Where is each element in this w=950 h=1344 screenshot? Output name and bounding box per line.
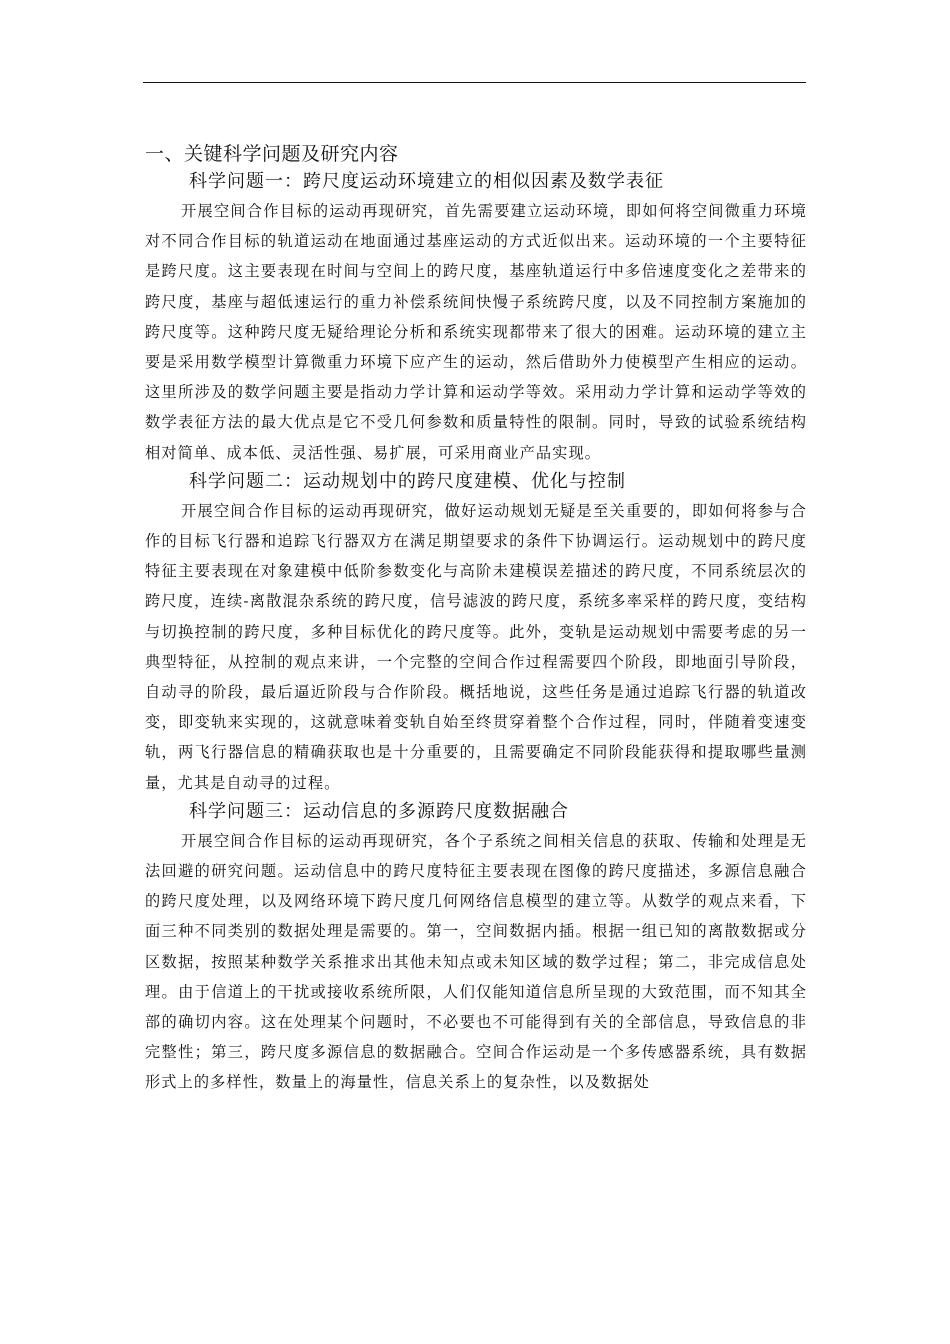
header-rule [143, 82, 806, 83]
section-title: 一、关键科学问题及研究内容 [145, 143, 399, 165]
problem-3-paragraph: 开展空间合作目标的运动再现研究，各个子系统之间相关信息的获取、传输和处理是无法回避的研究问题。运动信息中的跨尺度特征主要表现在图像的跨尺度描述，多源信息融合的跨尺度处理，以及网络环境下跨尺度几何网络信息模型的建立等。从数学的观点来看，下面三种不同类别的数据处理是需要的。第一，空间数据内插。根据一组已知的离散数据或分区数据，按照某种数学关系推求出其他未知点或未知区域的数学过程；第二，非完成信息处理。由于信道上的干扰或接收系统所限，人们仅能知道信息所呈现的大致范围，而不知其全部的确切内容。这在处理某个问题时，不必要也不可能得到有关的全部信息，导致信息的非完整性；第三，跨尺度多源信息的数据融合。空间合作运动是一个多传感器系统，具有数据形式上的多样性，数量上的海量性，信息关系上的复杂性，以及数据处 [145, 831, 807, 1092]
problem-2-paragraph: 开展空间合作目标的运动再现研究，做好运动规划无疑是至关重要的，即如何将参与合作的目标飞行器和追踪飞行器双方在满足期望要求的条件下协调运行。运动规划中的跨尺度特征主要表现在对象建模中低阶参数变化与高阶未建模误差描述的跨尺度，不同系统层次的跨尺度，连续-离散混杂系统的跨尺度，信号滤波的跨尺度，系统多率采样的跨尺度，变结构与切换控制的跨尺度，多种目标优化的跨尺度等。此外，变轨是运动规划中需要考虑的另一典型特征，从控制的观点来讲，一个完整的空间合作过程需要四个阶段，即地面引导阶段，自动寻的阶段，最后逼近阶段与合作阶段。概括地说，这些任务是通过追踪飞行器的轨道改变，即变轨来实现的，这就意味着变轨自始至终贯穿着整个合作过程，同时，伴随着变速变轨，两飞行器信息的精确获取也是十分重要的，且需要确定不同阶段能获得和提取哪些量测量，尤其是自动寻的过程。 [145, 501, 807, 792]
problem-3-heading: 科学问题三：运动信息的多源跨尺度数据融合 [189, 800, 569, 822]
problem-2-heading: 科学问题二：运动规划中的跨尺度建模、优化与控制 [189, 470, 626, 492]
problem-1-paragraph: 开展空间合作目标的运动再现研究，首先需要建立运动环境，即如何将空间微重力环境对不同合作目标的轨道运动在地面通过基座运动的方式近似出来。运动环境的一个主要特征是跨尺度。这主要表现在时间与空间上的跨尺度，基座轨道运行中多倍速度变化之差带来的跨尺度，基座与超低速运行的重力补偿系统间快慢子系统跨尺度，以及不同控制方案施加的跨尺度等。这种跨尺度无疑给理论分析和系统实现都带来了很大的困难。运动环境的建立主要是采用数学模型计算微重力环境下应产生的运动，然后借助外力使模型产生相应的运动。这里所涉及的数学问题主要是指动力学计算和运动学等效。采用动力学计算和运动学等效的数学表征方法的最大优点是它不受几何参数和质量特性的限制。同时，导致的试验系统结构相对简单、成本低、灵活性强、易扩展，可采用商业产品实现。 [145, 202, 807, 462]
problem-1-heading: 科学问题一：跨尺度运动环境建立的相似因素及数学表征 [189, 171, 664, 192]
document-body [145, 140, 807, 1098]
